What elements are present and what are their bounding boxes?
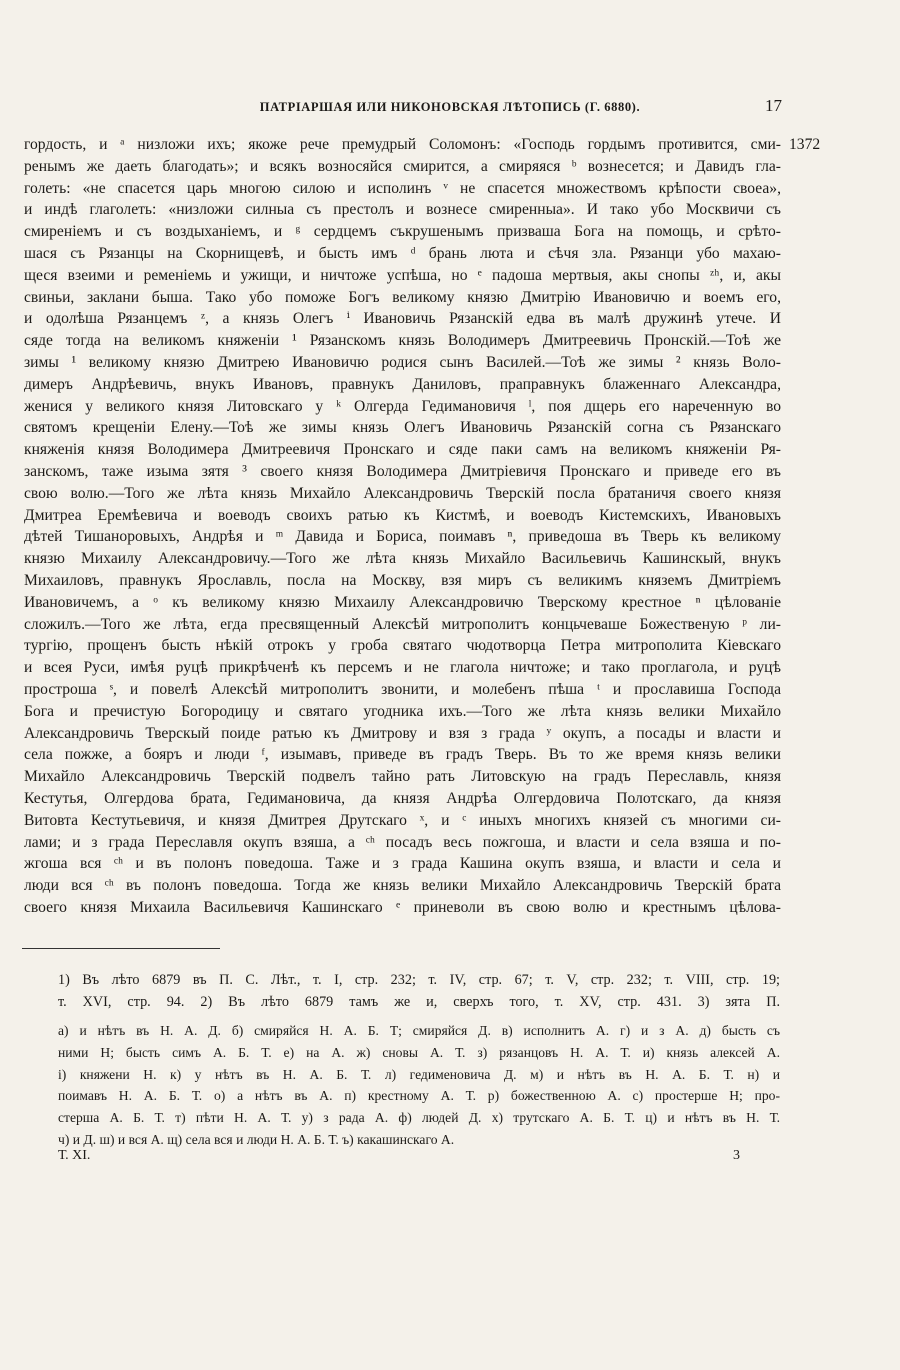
text-line: дѣтей Тишаноровыхъ, Андрѣя и ᵐ Давида и Бориса, поимавъ ⁿ, приведоша въ Тверь къ великому: [24, 528, 781, 546]
text-line: люди вся ᶜʰ въ полонъ поведоша. Тогда же князь велики Михайло Александровичь Тверскій брата: [24, 877, 781, 895]
variant-line: ними Н; бысть симъ А. Б. Т. е) на А. ж) сновы А. Т. з) рязанцовъ Н. А. Т. и) князь алексей А.: [58, 1044, 780, 1060]
signature-mark: 3: [733, 1148, 740, 1163]
running-header: [0, 96, 900, 124]
variant-line: ч) и Д. ш) и вся А. щ) села вся и люди Н. А. Б. Т. ъ) какашинскаго А.: [58, 1131, 455, 1147]
text-line: свою волю.—Того же лѣта князь Михайло Александровичь Тверскій посла братаничя своего князя: [24, 484, 781, 502]
text-line: ренымъ же даеть благодать»; и всякъ возносяйся смирится, а смиряяся ᵇ вознесется; и Давидъ гла-: [24, 157, 781, 175]
text-line: Бога и пречистую Богородицу и святаго угодника ихъ.—Того же лѣта князь велики Михайло: [24, 702, 781, 720]
text-line: и одолѣша Рязанцемъ ᶻ, а князь Олегъ ⁱ Ивановичь Рязанскій едва въ малѣ дружинѣ утече. И: [24, 310, 781, 328]
main-text: [24, 134, 781, 919]
text-line: Дмитреа Еремѣевича и воеводъ своихъ ратью къ Кистмѣ, и воеводъ Кистемскихъ, Ивановыхъ: [24, 506, 781, 524]
text-line: занскомъ, таже изыма зятя ³ своего князя Володимера Дмитріевичя Пронскаго и приведе его въ: [24, 462, 781, 480]
text-line: свиньи, заклани быша. Тако убо поможе Богъ великому князю Дмитрію Ивановичю и воемъ его,: [24, 288, 781, 306]
margin-year: 1372: [789, 136, 821, 153]
footnote-divider: [22, 948, 220, 949]
text-line: тургію, прощенъ бысть нѣкій отрокъ у гроба святаго чюдотворца Петра митрополита Кіевскаго: [24, 637, 781, 655]
footnote-line: т. XVI, стр. 94. 2) Въ лѣто 6879 тамъ же и, сверхъ того, т. XV, стр. 431. 3) зята П.: [58, 993, 780, 1010]
text-line: Михаиловъ, правнукъ Ярославль, посла на Москву, взя миръ съ великимъ княземъ Дмитріемъ: [24, 571, 781, 589]
text-line: Витовта Кестутьевичя, и князя Дмитрея Друтскаго ˣ, и ᶜ иныхъ многихъ князей съ многими си-: [24, 811, 781, 829]
volume-label: Т. XI.: [58, 1148, 91, 1163]
text-line: Михайло Александровичь Тверскій подвелъ тайно рать Литовскую на градъ Переславль, князя: [24, 768, 781, 786]
text-line: щеся взеими и ременіемь и ужищи, и ничтоже успѣша, но ᵉ падоша мертвыя, акы снопы ᶻʰ, и, акы: [24, 266, 781, 284]
variant-line: а) и нѣтъ въ Н. А. Д. б) смиряйся Н. А. Б. Т; смиряйся Д. в) исполнитъ А. г) и з А. д) бысть съ: [58, 1023, 780, 1038]
variant-line: і) княжени Н. к) у нѣтъ въ Н. А. Б. Т. л) гедименовича Д. м) и нѣтъ въ Н. А. Б. Т. н) и: [58, 1066, 780, 1082]
text-line: княженія князя Володимера Дмитреевичя Пронскаго и сяде паки самъ на великомъ княженіи Ря-: [24, 441, 781, 459]
text-line: села пожже, а бояръ и люди ᶠ, изымавъ, приведе въ градъ Тверь. Въ то же время князь велики: [24, 746, 781, 764]
text-line: простроша ˢ, и повелѣ Алексѣй митрополитъ звонити, и молебенъ пѣша ᵗ и прославиша Господа: [24, 680, 781, 698]
text-line: женися у великого князя Литовскаго у ᵏ Олгерда Гедимановичя ˡ, поя дщерь его нареченную во: [24, 397, 781, 415]
text-line: князю Михаилу Александровичу.—Того же лѣта князь Михайло Васильевичь Кашинскый, внукъ: [24, 550, 781, 568]
footnotes: [58, 970, 780, 1013]
text-line: Александровичь Тверскый поиде ратью къ Дмитрову и взя з града ʸ окупъ, а посады и власти и: [24, 724, 781, 742]
variant-readings: [58, 1020, 780, 1151]
text-line: жгоша вся ᶜʰ и въ полонъ поведоша. Таже и з града Кашина окупъ взяша, и власти и села и: [24, 855, 781, 873]
text-line: гордость, и ᵃ низложи ихъ; якоже рече премудрый Соломонъ: «Господь гордымъ противится, сми-: [24, 136, 781, 153]
text-line: лами; и з града Переславля окупъ взяша, а ᶜʰ посадъ весь пожгоша, и власти и села взяша и по-: [24, 833, 781, 851]
text-line: голеть: «не спасется царь многою силою и исполинъ ᵛ не спасется множествомъ крѣпости своеа»,: [24, 179, 781, 197]
text-line: святомъ крещеніи Елену.—Тоѣ же зимы князь Олегъ Ивановичь Рязанскій согна съ Рязанскаго: [24, 419, 781, 437]
text-line: своего князя Михаила Васильевичя Кашинскаго ᵉ приневоли въ свою волю и крестнымъ цѣлова-: [24, 898, 781, 916]
text-line: зимы ¹ великому князю Дмитрею Ивановичю родися сынъ Василей.—Тоѣ же зимы ² князь Воло-: [24, 353, 781, 371]
text-line: и всея Руси, имѣя руцѣ прикрѣченѣ къ персемъ и не глагола ничтоже; и тако проглагола, и руцѣ: [24, 659, 781, 677]
variant-line: стерша А. Б. Т. т) пѣти Н. А. Т. у) з рада А. ф) людей Д. х) трутскаго А. Б. Т. ц) и нѣтъ въ Н. Т.: [58, 1110, 780, 1126]
text-line: смиреніемъ и съ воздыханіемъ, и ᵍ сердцемъ съкрушенымъ призваша Бога на помощь, и срѣто-: [24, 223, 781, 241]
text-line: димеръ Андрѣевичь, внукъ Ивановъ, правнукъ Даниловъ, праправнукъ блаженнаго Александра,: [24, 375, 781, 393]
text-line: и индѣ глаголеть: «низложи силныа съ престолъ и вознесе смиренныа». И тако убо Москвичи съ: [24, 201, 781, 219]
header-title: ПАТРІАРШАЯ ИЛИ НИКОНОВСКАЯ ЛѢТОПИСЬ (Г. 6880).: [259, 100, 641, 114]
text-line: Кестутья, Олгердова брата, Гедимановича, да князя Андрѣа Олгердовича Полотскаго, да князя: [24, 789, 781, 807]
page-number: 17: [765, 96, 782, 115]
text-line: шася съ Рязанцы на Скорнищевѣ, и бысть имъ ᵈ брань люта и сѣчя зла. Рязанци убо махаю-: [24, 244, 781, 262]
text-line: Ивановичемъ, а ᵒ къ великому князю Михаилу Александровичю Тверскому крестное ⁿ цѣлованіе: [24, 593, 781, 611]
footnote-line: 1) Въ лѣто 6879 въ П. С. Лѣт., т. I, стр. 232; т. IV, стр. 67; т. V, стр. 232; т. VIII, стр. 19;: [58, 972, 780, 988]
variant-line: поимавъ Н. А. Б. Т. о) а нѣтъ въ А. п) крестному А. Т. р) божественною А. с) простерше Н; про-: [58, 1088, 780, 1104]
text-line: сложилъ.—Того же лѣта, егда пресвященный Алексѣй митрополитъ концьчеваше Божественую ᵖ ли-: [24, 615, 781, 633]
text-line: сяде тогда на великомъ княженіи ¹ Рязанскомъ князь Володимеръ Дмитреевичь Пронскій.—Тоѣ же: [24, 332, 781, 350]
